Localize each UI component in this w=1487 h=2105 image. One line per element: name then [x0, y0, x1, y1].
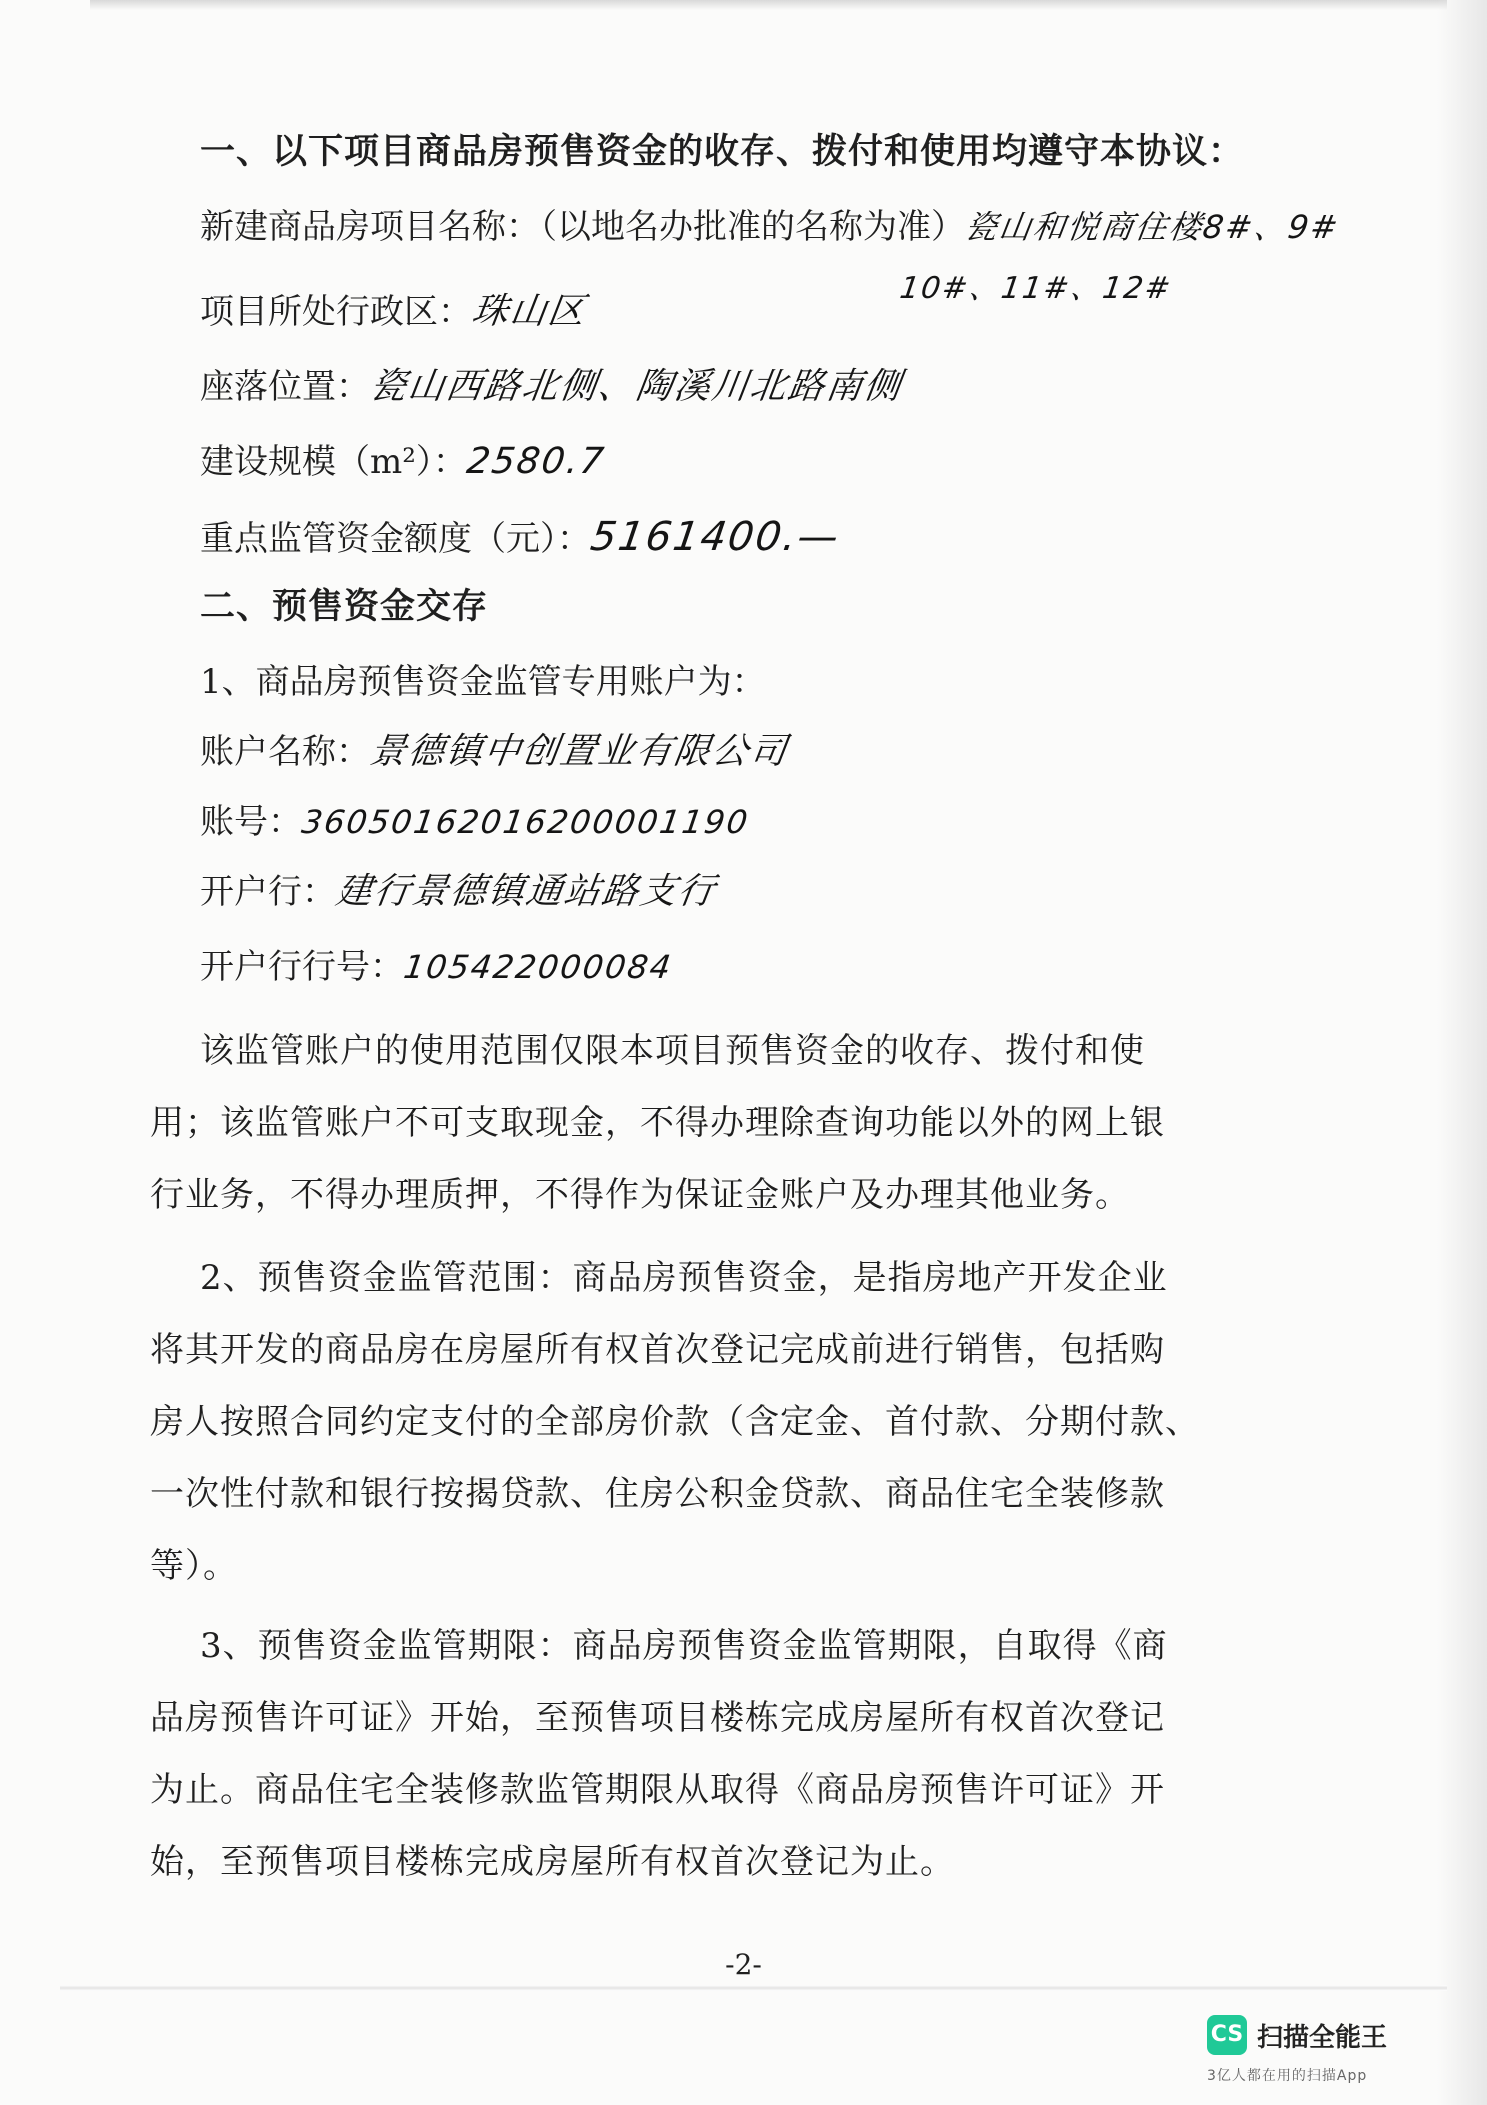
project-name-handwritten-cont: 10#、11#、12# [897, 271, 1175, 306]
usage-line: 该监管账户的使用范围仅限本项目预售资金的收存、拨付和使 [200, 1031, 1145, 1071]
scope-line: 房人按照合同约定支付的全部房价款（含定金、首付款、分期付款、 [150, 1402, 1200, 1442]
project-name-label: 新建商品房项目名称：（以地名办批准的名称为准） [200, 207, 965, 247]
scope-paragraph [150, 1242, 1200, 1602]
bank-handwritten: 建行景德镇通站路支行 [333, 871, 719, 912]
bank-no-row [200, 945, 675, 989]
project-name-row [200, 205, 1343, 249]
location-row [200, 365, 905, 409]
period-line: 3、预售资金监管期限：商品房预售资金监管期限，自取得《商 [200, 1626, 1168, 1666]
usage-line: 行业务，不得办理质押，不得作为保证金账户及办理其他业务。 [150, 1175, 1130, 1215]
period-line: 始，至预售项目楼栋完成房屋所有权首次登记为止。 [150, 1842, 955, 1882]
watermark-title: 扫描全能王 [1257, 2023, 1388, 2053]
account-name-handwritten: 景德镇中创置业有限公司 [367, 731, 791, 772]
scale-label: 建设规模（m²）： [200, 442, 467, 482]
bank-label: 开户行： [200, 872, 336, 912]
amount-label: 重点监管资金额度（元）： [200, 519, 591, 559]
page-number: -2- [725, 1948, 762, 1981]
page-top-shadow [90, 0, 1447, 10]
account-name-row [200, 730, 791, 774]
scanner-watermark [1207, 2015, 1467, 2095]
section-two-heading: 二、预售资金交存 [200, 586, 489, 627]
period-line: 为止。商品住宅全装修款监管期限从取得《商品房预售许可证》开 [150, 1770, 1165, 1810]
page-bottom-fold [60, 1985, 1447, 1991]
project-name-cont-row [897, 265, 1175, 311]
page-right-shadow [1437, 0, 1487, 2105]
location-label: 座落位置： [200, 367, 370, 407]
account-no-handwritten: 36050162016200001190 [299, 803, 752, 841]
scope-line: 2、预售资金监管范围：商品房预售资金，是指房地产开发企业 [200, 1258, 1168, 1298]
usage-line: 用；该监管账户不可支取现金，不得办理除查询功能以外的网上银 [150, 1103, 1165, 1143]
district-row [200, 290, 589, 334]
usage-paragraph [150, 1015, 1165, 1231]
district-label: 项目所处行政区： [200, 292, 472, 332]
period-line: 品房预售许可证》开始，至预售项目楼栋完成房屋所有权首次登记 [150, 1698, 1165, 1738]
project-name-handwritten: 瓷山和悦商住楼8#、9# [962, 208, 1343, 246]
item1-intro: 1、商品房预售资金监管专用账户为： [200, 662, 766, 702]
account-no-label: 账号： [200, 802, 302, 842]
bank-row [200, 870, 719, 914]
scope-line: 等）。 [150, 1546, 238, 1586]
section-one-heading: 一、以下项目商品房预售资金的收存、拨付和使用均遵守本协议： [200, 131, 1245, 172]
amount-row [200, 514, 844, 561]
period-paragraph [150, 1610, 1168, 1898]
scope-line: 一次性付款和银行按揭贷款、住房公积金贷款、商品住宅全装修款 [150, 1474, 1165, 1514]
scale-row [200, 440, 608, 484]
account-no-row [200, 800, 752, 844]
camscanner-logo-icon: CS [1207, 2015, 1247, 2055]
scale-handwritten: 2580.7 [464, 441, 608, 482]
district-handwritten: 珠山区 [469, 291, 589, 332]
bank-no-handwritten: 105422000084 [401, 948, 675, 986]
bank-no-label: 开户行行号： [200, 947, 404, 987]
scope-line: 将其开发的商品房在房屋所有权首次登记完成前进行销售，包括购 [150, 1330, 1165, 1370]
account-name-label: 账户名称： [200, 732, 370, 772]
watermark-subtitle: 3亿人都在用的扫描App [1207, 2068, 1368, 2084]
location-handwritten: 瓷山西路北侧、陶溪川北路南侧 [367, 366, 905, 407]
amount-handwritten: 5161400.— [587, 514, 844, 560]
